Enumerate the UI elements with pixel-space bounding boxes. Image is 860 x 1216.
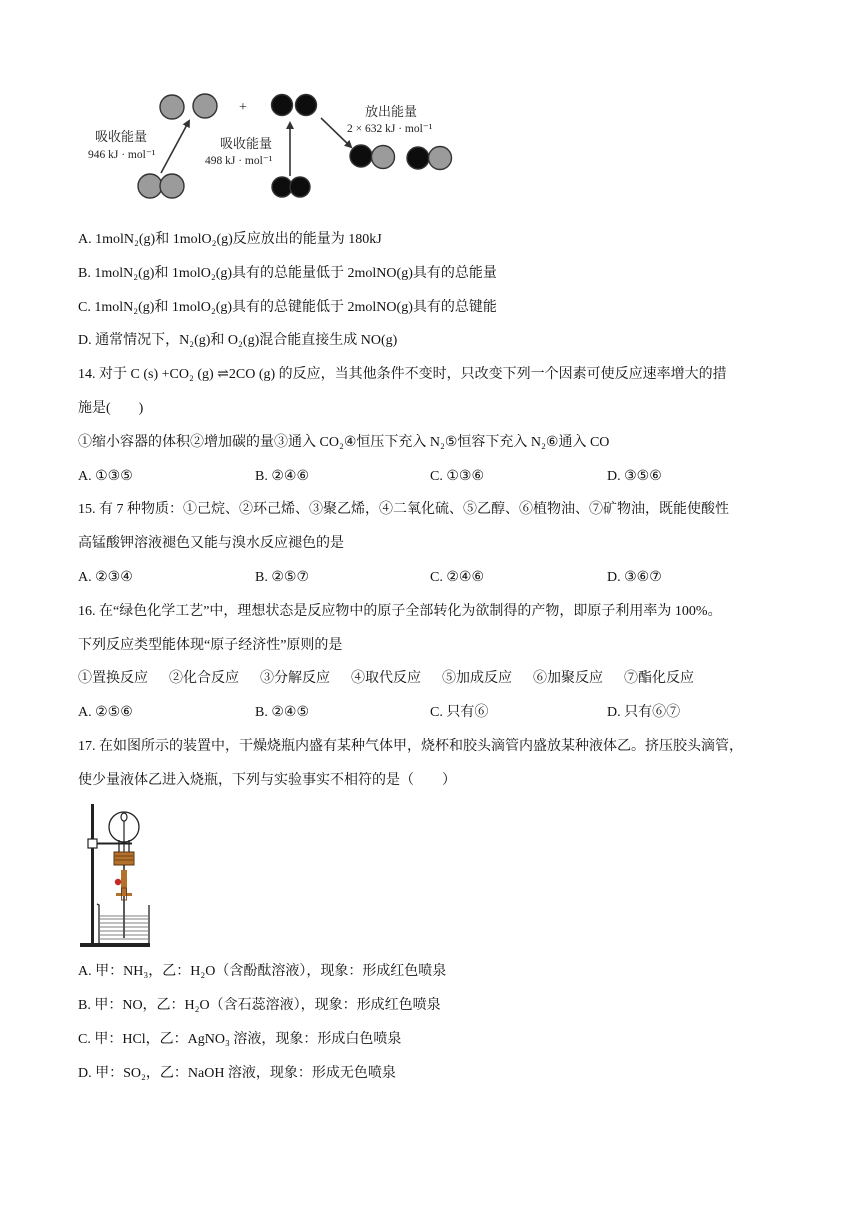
n-atom xyxy=(160,95,184,119)
release-energy-label: 放出能量 xyxy=(365,104,418,119)
q16-stem: 16. 在“绿色化学工艺”中，理想状态是反应物中的原子全部转化为欲制得的产物，即原子利用率为 100%。 xyxy=(78,603,722,619)
q16-item: ①置换反应 xyxy=(78,671,148,687)
q16-item: ⑤加成反应 xyxy=(442,671,512,687)
q13-option-b: B. 1molN₂(g)和 1molO₂(g)具有的总能量低于 2molNO(g)具有的总能量 xyxy=(78,265,497,281)
n-atom xyxy=(160,174,184,198)
n-atom xyxy=(138,174,162,198)
no-molecule xyxy=(407,147,452,170)
stand-rod xyxy=(91,804,94,944)
n2-absorb-label: 吸收能量 xyxy=(95,129,148,144)
q16-option-c: C. 只有⑥ xyxy=(430,705,489,721)
n-atoms-separated xyxy=(160,94,217,119)
n2-absorb-value: 946 kJ · mol⁻¹ xyxy=(88,149,156,161)
plus-sign: + xyxy=(239,100,247,115)
bond-energy-diagram xyxy=(0,0,860,210)
q16-item: ⑥加聚反应 xyxy=(533,671,603,687)
q15-option-c: C. ②④⑥ xyxy=(430,569,484,585)
o-atom xyxy=(296,95,317,116)
q14-option-a: A. ①③⑤ xyxy=(78,468,133,484)
no-molecule xyxy=(350,145,395,169)
q14-items: ①缩小容器的体积②增加碳的量③通入 CO₂④恒压下充入 N₂⑤恒容下充入 N₂⑥通入 CO xyxy=(78,434,610,450)
dropper-bulb xyxy=(121,813,127,821)
q17-stem-cont: 使少量液体乙进入烧瓶，下列与实验事实不相符的是（ ） xyxy=(78,772,456,788)
q16-option-a: A. ②⑤⑥ xyxy=(78,705,133,721)
o2-absorb-value: 498 kJ · mol⁻¹ xyxy=(205,155,273,167)
n-atom xyxy=(372,146,395,169)
beaker xyxy=(97,904,149,944)
q14-options xyxy=(78,460,800,494)
q14-option-d: D. ③⑤⑥ xyxy=(607,468,662,484)
o2-absorb-label: 吸收能量 xyxy=(220,136,273,151)
q16-item: ④取代反应 xyxy=(351,671,421,687)
q17-option-b: B. 甲：NO，乙：H₂O（含石蕊溶液），现象：形成红色喷泉 xyxy=(78,997,441,1013)
q16-items xyxy=(78,662,800,696)
q16-item: ⑦酯化反应 xyxy=(624,671,694,687)
o-atoms-separated xyxy=(272,95,317,116)
fountain-apparatus-figure xyxy=(78,798,800,955)
q15-stem: 15. 有 7 种物质：①己烷、②环己烯、③聚乙烯，④二氧化硫、⑤乙醇、⑥植物油、⑦矿物油，既能使酸性 xyxy=(78,502,729,518)
n2-dissociation-arrow xyxy=(161,121,189,173)
q16-item: ③分解反应 xyxy=(260,671,330,687)
o-atom xyxy=(290,177,310,197)
q17-option-d: D. 甲：SO₂，乙：NaOH 溶液，现象：形成无色喷泉 xyxy=(78,1066,396,1082)
q15-option-a: A. ②③④ xyxy=(78,569,133,585)
o-atom xyxy=(272,177,292,197)
rubber-tube xyxy=(121,870,127,896)
q13-option-c: C. 1molN₂(g)和 1molO₂(g)具有的总键能低于 2molNO(g)具有的总键能 xyxy=(78,299,497,315)
q17-option-a: A. 甲：NH₃，乙：H₂O（含酚酞溶液），现象：形成红色喷泉 xyxy=(78,963,447,979)
questions xyxy=(78,223,800,1092)
o-atom xyxy=(350,145,372,167)
q13-option-d: D. 通常情况下，N₂(g)和 O₂(g)混合能直接生成 NO(g) xyxy=(78,333,398,349)
q16-item: ②化合反应 xyxy=(169,671,239,687)
q15-option-b: B. ②⑤⑦ xyxy=(255,569,309,585)
stand-clamp-boss xyxy=(88,839,97,848)
o-atom xyxy=(272,95,293,116)
liquid-drop xyxy=(115,878,121,884)
q16-option-d: D. 只有⑥⑦ xyxy=(607,705,681,721)
o2-molecule xyxy=(272,177,310,197)
q14-stem: 14. 对于 C (s) +CO₂ (g) ⇌2CO (g) 的反应，当其他条件不变时，只改变下列一个因素可使反应速率增大的措 xyxy=(78,367,727,383)
q14-stem-cont: 施是( ) xyxy=(78,400,144,416)
q14-option-c: C. ①③⑥ xyxy=(430,468,484,484)
q15-stem-cont: 高锰酸钾溶液褪色又能与溴水反应褪色的是 xyxy=(78,536,344,552)
q13-option-a: A. 1molN₂(g)和 1molO₂(g)反应放出的能量为 180kJ xyxy=(78,232,382,247)
q17-option-c: C. 甲：HCl，乙：AgNO₃ 溶液，现象：形成白色喷泉 xyxy=(78,1032,402,1048)
o-atom xyxy=(407,147,429,169)
q14-option-b: B. ②④⑥ xyxy=(255,468,309,484)
q16-stem-cont: 下列反应类型能体现“原子经济性”原则的是 xyxy=(78,637,343,653)
n2-molecule xyxy=(138,174,184,198)
q16-option-b: B. ②④⑤ xyxy=(255,705,309,721)
release-energy-value: 2 × 632 kJ · mol⁻¹ xyxy=(347,123,433,135)
q15-option-d: D. ③⑥⑦ xyxy=(607,569,662,585)
n-atom xyxy=(429,147,452,170)
n-atom xyxy=(193,94,217,118)
pinch-clip xyxy=(116,893,132,896)
rubber-stopper xyxy=(114,852,134,865)
fountain-apparatus xyxy=(78,798,158,955)
q17-stem: 17. 在如图所示的装置中，干燥烧瓶内盛有某种气体甲，烧杯和胶头滴管内盛放某种液体乙。挤压胶头滴管， xyxy=(78,738,743,754)
q16-options xyxy=(78,696,800,730)
q15-options xyxy=(78,561,800,595)
